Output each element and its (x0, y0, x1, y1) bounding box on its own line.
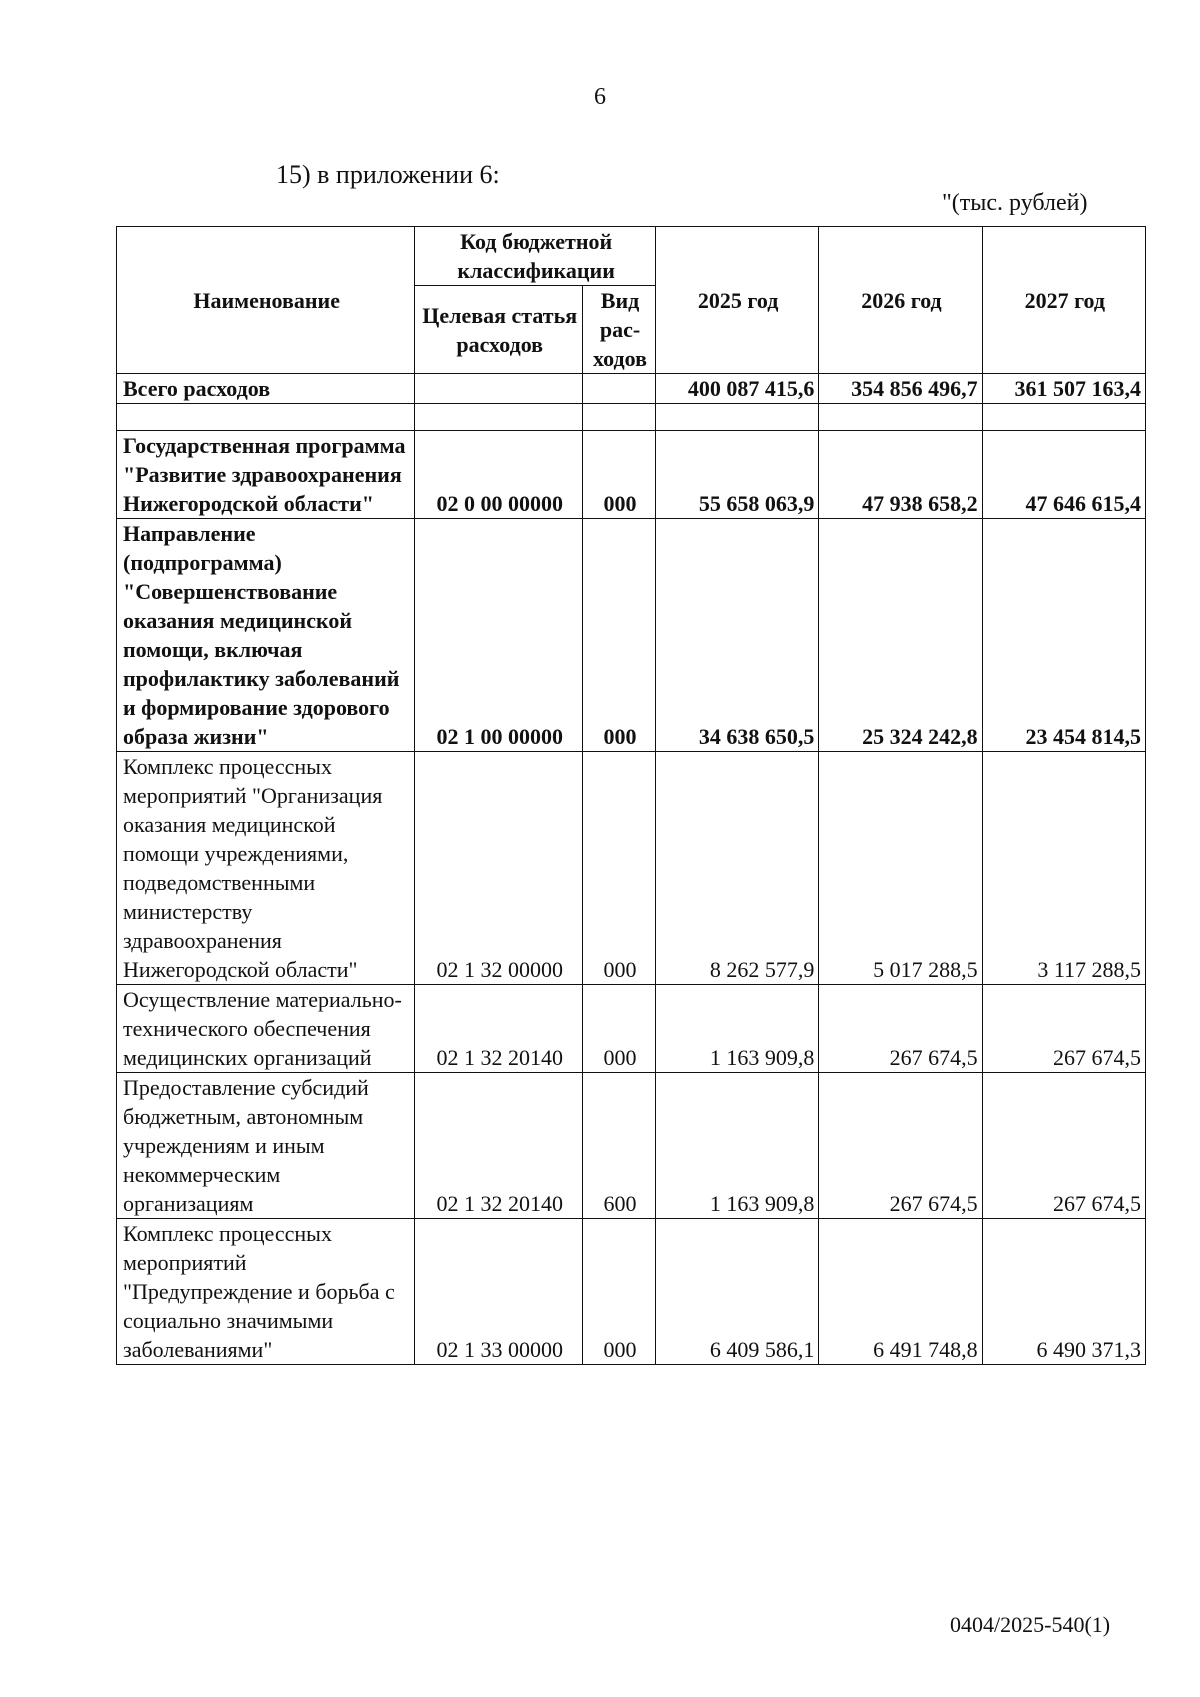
header-name: Наименование (117, 227, 415, 374)
page-number: 6 (594, 84, 606, 110)
row-target: 02 1 33 00000 (415, 1219, 583, 1365)
total-row (117, 374, 1146, 404)
row-name: Комплекс процессных мероприятий "Предупреждение и борьба с социально значимыми заболеваниями" (117, 1219, 415, 1365)
row-name: Государственная программа "Развитие здравоохранения Нижегородской области" (117, 431, 415, 519)
row-target: 02 1 00 00000 (415, 519, 583, 752)
row-kind: 000 (583, 985, 656, 1073)
row-kind: 000 (583, 752, 656, 985)
row-2025: 6 409 586,1 (655, 1219, 818, 1365)
document-code: 0404/2025-540(1) (950, 1612, 1111, 1637)
row-kind: 000 (583, 519, 656, 752)
row-kind: 000 (583, 1219, 656, 1365)
header-kind: Вид рас-ходов (583, 286, 656, 374)
row-2026: 267 674,5 (819, 985, 982, 1073)
table-row (117, 431, 1146, 519)
total-2026: 354 856 496,7 (819, 374, 982, 404)
row-2026: 47 938 658,2 (819, 431, 982, 519)
row-name: Направление (подпрограмма) "Совершенствование оказания медицинской помощи, включая профилактику заболеваний и формирование здорового образа жизни" (117, 519, 415, 752)
total-kind (583, 374, 656, 404)
row-2025: 55 658 063,9 (655, 431, 818, 519)
blank-row (117, 404, 1146, 431)
row-2027: 267 674,5 (982, 1073, 1145, 1219)
row-target: 02 0 00 00000 (415, 431, 583, 519)
row-2025: 1 163 909,8 (655, 1073, 818, 1219)
row-kind: 000 (583, 431, 656, 519)
row-2026: 6 491 748,8 (819, 1219, 982, 1365)
total-name: Всего расходов (117, 374, 415, 404)
row-target: 02 1 32 00000 (415, 752, 583, 985)
row-name: Комплекс процессных мероприятий "Организация оказания медицинской помощи учреждениями, подведомственными министерству здравоохранения Нижегородской области" (117, 752, 415, 985)
row-2027: 23 454 814,5 (982, 519, 1145, 752)
table-row (117, 1073, 1146, 1219)
row-2025: 8 262 577,9 (655, 752, 818, 985)
row-name: Предоставление субсидий бюджетным, автономным учреждениям и иным некоммерческим организациям (117, 1073, 415, 1219)
row-2027: 3 117 288,5 (982, 752, 1145, 985)
row-target: 02 1 32 20140 (415, 1073, 583, 1219)
intro-text: 15) в приложении 6: (276, 160, 500, 189)
table-row (117, 1219, 1146, 1365)
row-2025: 34 638 650,5 (655, 519, 818, 752)
row-2026: 25 324 242,8 (819, 519, 982, 752)
table-row (117, 752, 1146, 985)
header-target: Целевая статья расходов (415, 286, 583, 374)
table-row (117, 519, 1146, 752)
total-2027: 361 507 163,4 (982, 374, 1145, 404)
row-2027: 47 646 615,4 (982, 431, 1145, 519)
total-target (415, 374, 583, 404)
table-row (117, 985, 1146, 1073)
row-target: 02 1 32 20140 (415, 985, 583, 1073)
header-2025: 2025 год (655, 227, 818, 374)
budget-table (116, 226, 1146, 1365)
header-2026: 2026 год (819, 227, 982, 374)
row-name: Осуществление материально-технического обеспечения медицинских организаций (117, 985, 415, 1073)
header-2027: 2027 год (982, 227, 1145, 374)
row-kind: 600 (583, 1073, 656, 1219)
row-2026: 267 674,5 (819, 1073, 982, 1219)
row-2027: 6 490 371,3 (982, 1219, 1145, 1365)
units-label: "(тыс. рублей) (942, 190, 1088, 216)
total-2025: 400 087 415,6 (655, 374, 818, 404)
row-2025: 1 163 909,8 (655, 985, 818, 1073)
row-2026: 5 017 288,5 (819, 752, 982, 985)
header-code-group: Код бюджетной классификации (415, 227, 656, 286)
row-2027: 267 674,5 (982, 985, 1145, 1073)
